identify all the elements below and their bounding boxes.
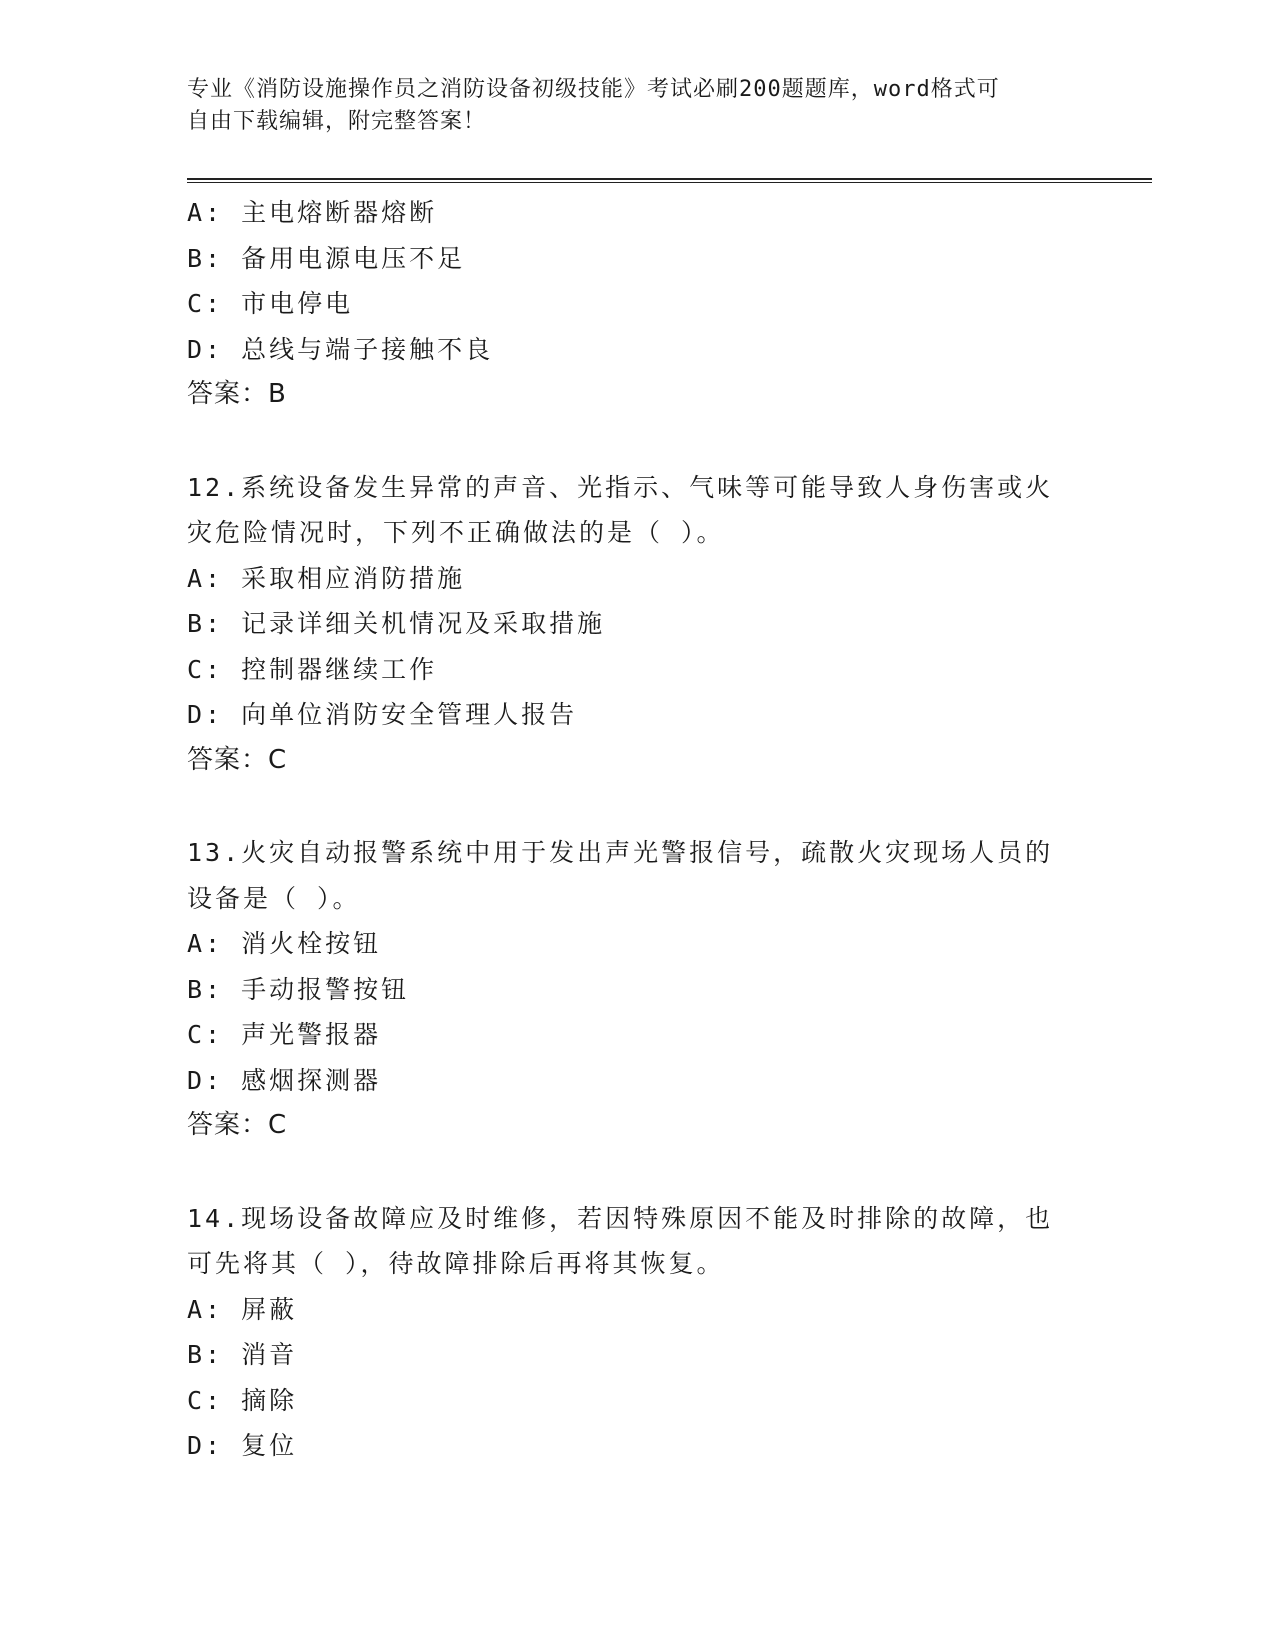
question-13: [187, 830, 1087, 1149]
question-11: [187, 190, 1087, 418]
question-text-line-1: 13.火灾自动报警系统中用于发出声光警报信号，疏散火灾现场人员的: [187, 838, 1054, 867]
option-d: D: 感烟探测器: [187, 1065, 382, 1095]
header-divider: [187, 178, 1152, 183]
option-a: A: 消火栓按钮: [187, 929, 382, 958]
answer: 答案：B: [187, 379, 287, 409]
answer: 答案：C: [187, 1110, 288, 1140]
question-text-line-2: 可先将其（ ），待故障排除后再将其恢复。: [187, 1249, 725, 1278]
option-d: D: 复位: [187, 1431, 298, 1460]
document-header: [187, 74, 1067, 138]
option-b: B: 手动报警按钮: [187, 974, 410, 1004]
question-14: [187, 1196, 1087, 1469]
header-line-1: 专业《消防设施操作员之消防设备初级技能》考试必刷200题题库，word格式可: [187, 77, 1000, 102]
option-a: A: 屏蔽: [187, 1294, 298, 1324]
option-d: D: 向单位消防安全管理人报告: [187, 700, 578, 729]
spacer: [187, 418, 1087, 465]
option-c: C: 声光警报器: [187, 1020, 382, 1049]
option-a: A: 采取相应消防措施: [187, 563, 466, 593]
question-text-line-2: 灾危险情况时，下列不正确做法的是（ ）。: [187, 518, 725, 547]
question-12: [187, 465, 1087, 784]
header-line-2: 自由下载编辑，附完整答案！: [187, 109, 487, 134]
spacer: [187, 1149, 1087, 1196]
question-text-line-1: 14.现场设备故障应及时维修，若因特殊原因不能及时排除的故障，也: [187, 1203, 1054, 1233]
answer: 答案：C: [187, 744, 288, 775]
option-b: B: 消音: [187, 1340, 298, 1369]
option-a: A: 主电熔断器熔断: [187, 198, 438, 227]
option-d: D: 总线与端子接触不良: [187, 334, 494, 364]
question-text-line-2: 设备是（ ）。: [187, 883, 361, 913]
option-b: B: 记录详细关机情况及采取措施: [187, 609, 606, 638]
option-c: C: 市电停电: [187, 289, 354, 318]
question-text-line-1: 12.系统设备发生异常的声音、光指示、气味等可能导致人身伤害或火: [187, 472, 1054, 502]
question-content: [187, 190, 1087, 1469]
option-c: C: 控制器继续工作: [187, 654, 438, 684]
option-c: C: 摘除: [187, 1385, 298, 1415]
option-b: B: 备用电源电压不足: [187, 243, 466, 273]
spacer: [187, 783, 1087, 830]
